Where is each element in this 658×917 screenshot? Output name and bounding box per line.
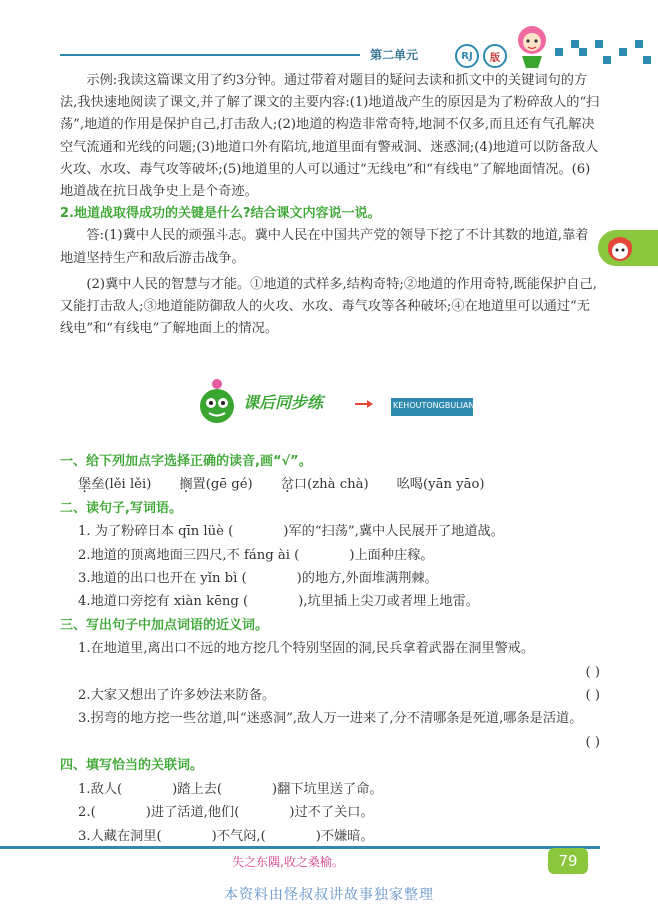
conjunction-item[interactable]: 1.敌人( )踏上去( )翻下坑里送了命。 <box>78 781 383 797</box>
pinyin-choice-item[interactable]: 堡垒(lěi lěi) <box>78 477 152 493</box>
unit-title: 第二单元 <box>370 48 419 62</box>
answer-part-2: (2)冀中人民的智慧与才能。①地道的式样多,结构奇特;②地道的作用奇特,既能保护自己,又能打击敌人;③地道能防御敌人的火攻、水攻、毒气攻等各种破坏;④在地道里可以通过“无线电”和“有线电”了解地面上的情况。 <box>60 276 597 337</box>
edition-badge: 版 <box>483 44 507 68</box>
answer-part-1: 答:(1)冀中人民的顽强斗志。冀中人民在中国共产党的领导下挖了不计其数的地道,靠着地道坚持生产和敌后游击战争。 <box>60 228 589 266</box>
footer-proverb: 失之东隅,收之桑榆。 <box>232 855 344 869</box>
question-2-title: 2.地道战取得成功的关键是什么?结合课文内容说一说。 <box>60 206 381 222</box>
exercises <box>60 450 600 848</box>
fill-word-item[interactable]: 1. 为了粉碎日本 qīn lüè ( )军的“扫荡”,冀中人民展开了地道战。 <box>78 524 504 540</box>
fill-word-item[interactable]: 3.地道的出口也开在 yǐn bì ( )的地方,外面堆满荆棘。 <box>78 571 438 587</box>
pinyin-choice-item[interactable]: 搁置(gē gé) <box>179 477 253 493</box>
footer-divider <box>0 846 600 849</box>
source-note: 本资料由怪叔叔讲故事独家整理 <box>224 887 434 903</box>
header-divider <box>60 54 360 56</box>
section-4-title: 四、填写恰当的关联词。 <box>60 758 204 774</box>
section-2-title: 二、读句子,写词语。 <box>60 500 182 516</box>
rj-badge: RJ <box>455 44 479 68</box>
pinyin-choice-list <box>60 473 600 496</box>
conjunction-item[interactable]: 2.( )进了活道,他们( )过不了关口。 <box>78 805 374 821</box>
pinyin-choice-item[interactable]: 吆喝(yān yāo) <box>396 477 485 493</box>
checker-pattern <box>555 40 655 66</box>
banner-title: 课后同步练 <box>243 393 324 412</box>
fill-word-item[interactable]: 2.地道的顶离地面三四尺,不 fáng ài ( )上面种庄稼。 <box>78 547 434 563</box>
conjunction-item[interactable]: 3.人藏在洞里( )不气闷,( )不嫌暗。 <box>78 828 374 844</box>
pinyin-choice-item[interactable]: 岔口(zhà chà) <box>280 477 369 493</box>
main-content <box>60 70 600 340</box>
banner-subtitle: KEHOUTONGBULIAN <box>393 401 475 410</box>
page-number: 79 <box>548 848 588 874</box>
synonym-item[interactable]: 1.在地道里,离出口不远的地方挖几个特别坚固的洞,民兵拿着武器在洞里警戒。 ( ) <box>78 641 600 680</box>
mascot-icon <box>510 20 554 70</box>
example-paragraph: 示例:我读这篇课文用了约3分钟。通过带着对题目的疑问去读和抓文中的关键词句的方法,我快速地阅读了课文,并了解了课文的主要内容:(1)地道战产生的原因是为了粉碎敌人的“扫荡”,地道的作用是保护自己,打击敌人;(2)地道的构造非常奇特,地洞不仅多,而且还有气孔解决空气流通和光线的问题;(3)地道口外有陷坑,地道里面有警戒洞、迷惑洞;(4)地道可以防备敌人火攻、水攻、毒气攻等破坏;(5)地道里的人可以通过“无线电”和“有线电”了解地面情况。(6)地道战在抗日战争史上是个奇迹。 <box>60 73 600 200</box>
synonym-item[interactable]: 2.大家又想出了许多妙法来防备。 ( ) <box>78 688 600 704</box>
fill-word-item[interactable]: 4.地道口旁挖有 xiàn kēng ( ),坑里插上尖刀或者埋上地雷。 <box>78 594 479 610</box>
synonym-item[interactable]: 3.拐弯的地方挖一些岔道,叫“迷惑洞”,敌人万一进来了,分不清哪条是死道,哪条是活道。 ( ) <box>78 711 600 750</box>
fox-icon <box>604 232 636 264</box>
section-1-title: 一、给下列加点字选择正确的读音,画“√”。 <box>60 454 312 469</box>
section-3-title: 三、写出句子中加点词语的近义词。 <box>60 617 269 633</box>
